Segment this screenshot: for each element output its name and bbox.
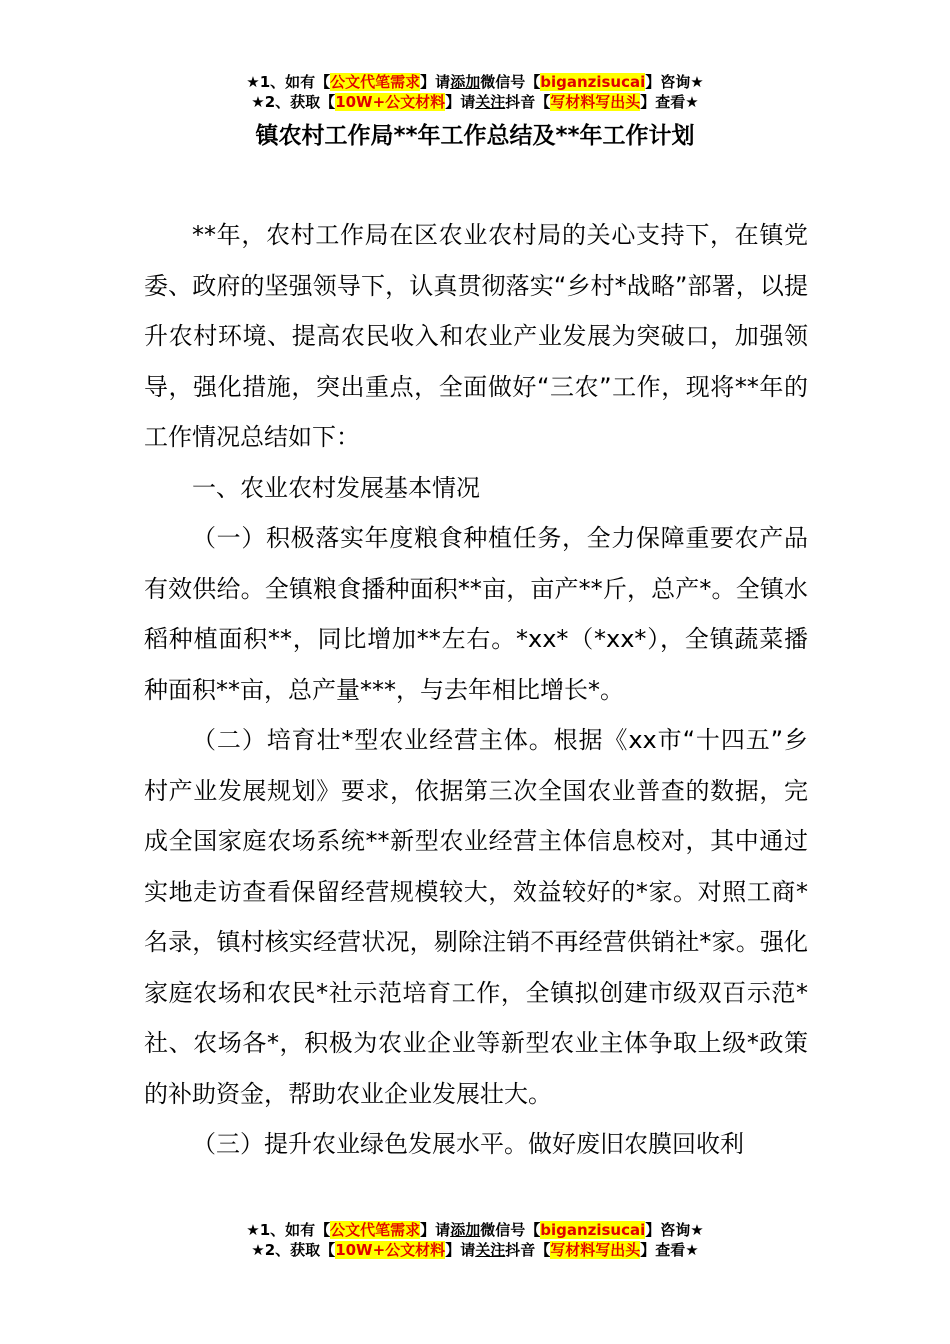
banner-text: 】请 <box>445 1241 476 1259</box>
banner-text: ★1、如有【 <box>246 73 331 91</box>
banner-line-1 <box>0 72 950 92</box>
banner-text: 】查看★ <box>640 1241 699 1259</box>
paragraph-1: （一）积极落实年度粮食种植任务，全力保障重要农产品有效供给。全镇粮食播种面积**亩，亩产**斤，总产*。全镇水稻种植面积**，同比增加**左右。*xx*（*xx*），全镇蔬菜播种面积**亩，总产量***，与去年相比增长*。 <box>144 524 808 704</box>
banner-highlight: 写材料写出头 <box>550 93 641 111</box>
banner-line-1 <box>0 1220 950 1240</box>
banner-underline: 添加 <box>450 73 481 91</box>
banner-text: 】请 <box>420 73 451 91</box>
banner-text: ★1、如有【 <box>246 1221 331 1239</box>
banner-text: 微信号【 <box>480 1221 541 1239</box>
header-banner <box>0 72 950 112</box>
banner-highlight: 写材料写出头 <box>550 1241 641 1259</box>
banner-text: 抖音【 <box>505 93 551 111</box>
paragraph-2: （二）培育壮*型农业经营主体。根据《xx市“十四五”乡村产业发展规划》要求，依据第三次全国农业普查的数据，完成全国家庭农场系统**新型农业经营主体信息校对，其中通过实地走访查看保留经营规模较大，效益较好的*家。对照工商*名录，镇村核实经营状况，剔除注销不再经营供销社*家。强化家庭农场和农民*社示范培育工作，全镇拟创建市级双百示范*社、农场各*，积极为农业企业等新型农业主体争取上级*政策的补助资金，帮助农业企业发展壮大。 <box>144 726 808 1108</box>
banner-text: 】咨询★ <box>645 73 704 91</box>
section-heading: 一、农业农村发展基本情况 <box>192 473 480 502</box>
document-title: 镇农村工作局**年工作总结及**年工作计划 <box>255 123 695 149</box>
banner-text: 抖音【 <box>505 1241 551 1259</box>
banner-text: ★2、获取【 <box>251 93 336 111</box>
paragraph-3: （三）提升农业绿色发展水平。做好废旧农膜回收利 <box>192 1130 744 1158</box>
banner-text: 】查看★ <box>640 93 699 111</box>
banner-underline: 关注 <box>475 1241 506 1259</box>
banner-highlight: biganzisucai <box>540 1221 646 1239</box>
banner-highlight: biganzisucai <box>540 73 646 91</box>
banner-highlight: 10W+公文材料 <box>335 93 446 111</box>
banner-text: 】请 <box>420 1221 451 1239</box>
banner-text: 微信号【 <box>480 73 541 91</box>
footer-banner <box>0 1220 950 1260</box>
banner-underline: 关注 <box>475 93 506 111</box>
paragraph-intro: **年，农村工作局在区农业农村局的关心支持下，在镇党委、政府的坚强领导下，认真贯彻落实“乡村*战略”部署，以提升农村环境、提高农民收入和农业产业发展为突破口，加强领导，强化措施，突出重点，全面做好“三农”工作，现将**年的工作情况总结如下： <box>144 221 808 451</box>
banner-highlight: 公文代笔需求 <box>330 1221 421 1239</box>
banner-text: 】咨询★ <box>645 1221 704 1239</box>
banner-underline: 添加 <box>450 1221 481 1239</box>
banner-line-2 <box>0 1240 950 1260</box>
banner-highlight: 10W+公文材料 <box>335 1241 446 1259</box>
banner-text: 】请 <box>445 93 476 111</box>
banner-line-2 <box>0 92 950 112</box>
banner-highlight: 公文代笔需求 <box>330 73 421 91</box>
document-body <box>144 210 808 1170</box>
banner-text: ★2、获取【 <box>251 1241 336 1259</box>
